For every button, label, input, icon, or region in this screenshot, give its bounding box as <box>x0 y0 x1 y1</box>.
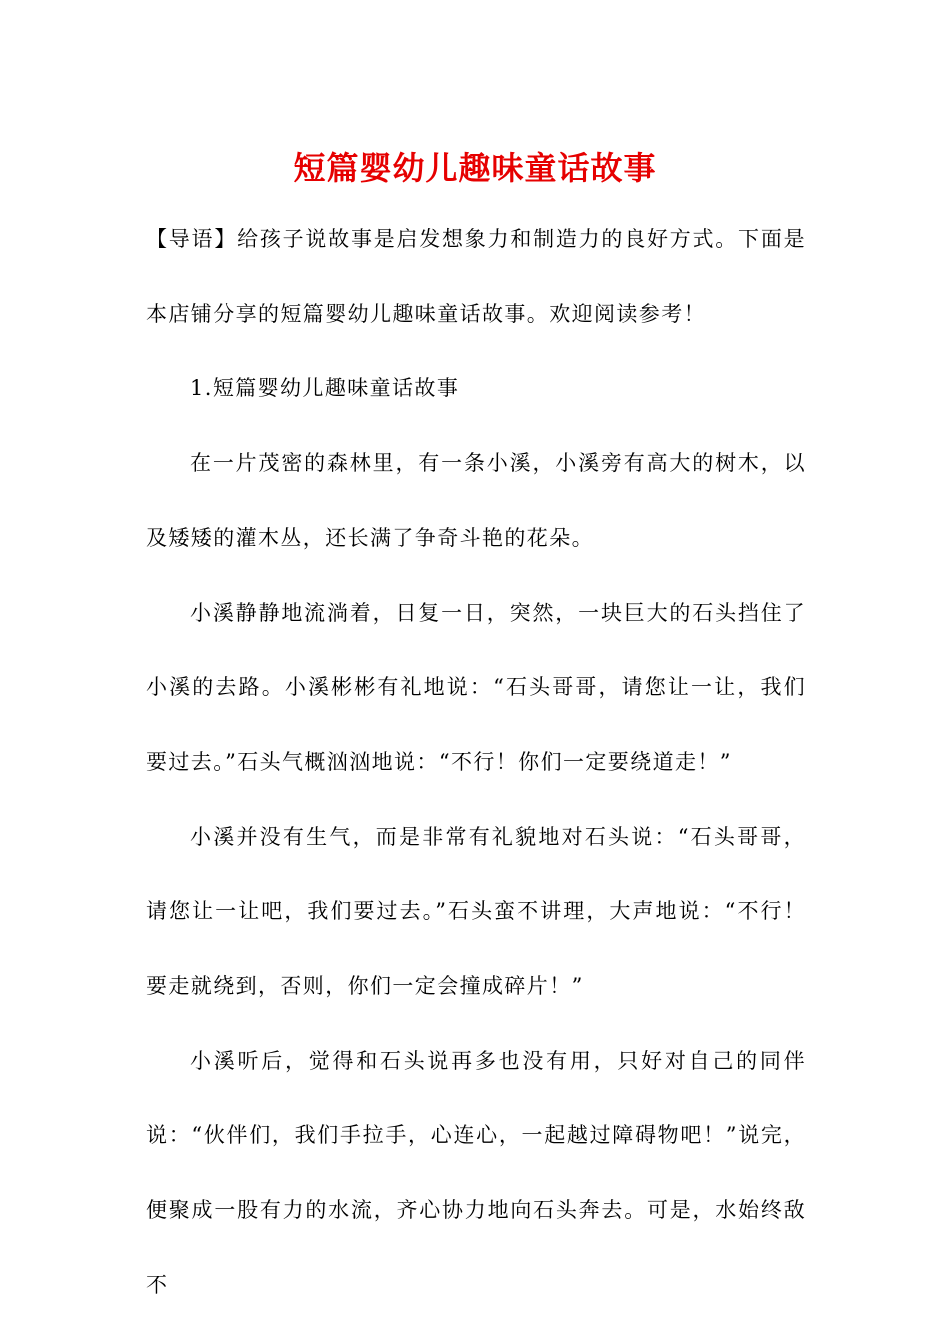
paragraph: 小溪并没有生气，而是非常有礼貌地对石头说：“石头哥哥，请您让一让吧，我们要过去。”石头蛮不讲理，大声地说：“不行！要走就绕到，否则，你们一定会撞成碎片！” <box>146 824 806 999</box>
paragraph: 在一片茂密的森林里，有一条小溪，小溪旁有高大的树木，以及矮矮的灌木丛，还长满了争奇斗艳的花朵。 <box>146 451 806 550</box>
paragraph-heading: 1.短篇婴幼儿趣味童话故事 <box>190 376 460 401</box>
document-body <box>146 202 806 1323</box>
paragraph: 小溪静静地流淌着，日复一日，突然，一块巨大的石头挡住了小溪的去路。小溪彬彬有礼地说：“石头哥哥，请您让一让，我们要过去。”石头气概汹汹地说：“不行！你们一定要绕道走！” <box>146 600 806 774</box>
paragraph-intro: 【导语】给孩子说故事是启发想象力和制造力的良好方式。下面是本店铺分享的短篇婴幼儿趣味童话故事。欢迎阅读参考！ <box>146 227 806 326</box>
document-title: 短篇婴幼儿趣味童话故事 <box>293 149 657 187</box>
paragraph: 小溪听后，觉得和石头说再多也没有用，只好对自己的同伴说：“伙伴们，我们手拉手，心连心，一起越过障碍物吧！”说完，便聚成一股有力的水流，齐心协力地向石头奔去。可是，水始终敌不 <box>146 1048 806 1297</box>
